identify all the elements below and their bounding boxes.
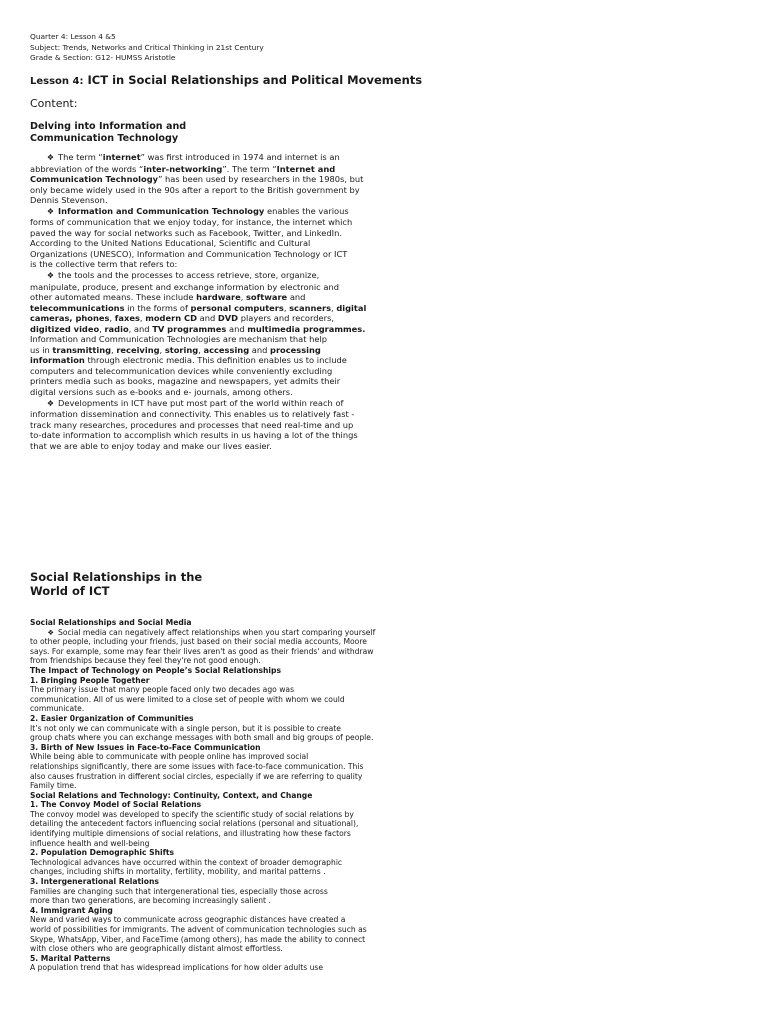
section2-heading: Social Relationships in the World of ICT [30,570,203,598]
section2-line: A population trend that has widespread implications for how older adults use [30,963,324,973]
section2-line: ❖ Social media can negatively affect relationships when you start comparing yourself [30,628,410,638]
section2-subheading: 2. Population Demographic Shifts [30,848,175,858]
diamond-bullet-icon: ❖ [46,206,54,216]
header-quarter: Quarter 4: Lesson 4 &5 [30,32,116,41]
paragraph-ict: ❖ Information and Communication Technology enables the various [30,206,402,218]
section2-line: The primary issue that many people faced only two decades ago was [30,685,295,695]
diamond-bullet-icon: ❖ [47,627,54,637]
section2-line: Families are changing such that intergenerational ties, especially those across [30,886,328,896]
section2-line: The convoy model was developed to specify the scientific study of social relations by [30,809,354,819]
section1-body: ❖ The term “internet” was first introduced in 1974 and internet is an abbreviation of the words “inter-networking”. The term “Internet and Communication Technology” has been used by researchers in the 1980s, but only became widely used in the 90s after a report to the British government by Dennis Stevenson. ❖ Information and Communication Technology enables the various forms of communication that we enjoy today, for instance, the internet which paved the way for social networks such as Facebook, Twitter, and LinkedIn. According to the United Nations Educational, Scientific and Cultural Organizations (UNESCO), Information and Communication Technology or ICT is the collective term that refers to: ❖ the tools and the processes to access retrieve, store, organize, manipulate, produce, present and exchange information by electronic and other automated means. These include hardware, software and telecommunications in the forms of personal computers, scanners, digital cameras, phones, faxes, modern CD and DVD players and recorders, digitized video, radio, and TV programmes and multimedia programmes. Information and Communication Technologies are mechanism that help us in transmitting, receiving, storing, accessing and processing information through electronic media. This definition enables us to include computers and telecommunication devices while conveniently excluding printers media such as books, magazine and newspapers, yet admits their digital versions such as e-books and e- journals, among others. ❖ Developments in ICT have put most part of the world within reach of information dissemination and connectivity. This enables us to relatively fast - track many researches, procedures and processes that need real-time and up to-date information to accomplish which results in us having a lot of the things that we are able to enjoy today and make our lives easier. [30,152,402,451]
section2-line: says. For example, some may fear their lives aren't as good as their friends' and withdraw [30,646,374,656]
section2-subheading: Social Relations and Technology: Continuity, Context, and Change [30,790,313,800]
paragraph-tools: ❖ the tools and the processes to access retrieve, store, organize, [30,270,402,282]
section2-line: Family time. [30,781,77,791]
section2-subheading: 4. Immigrant Aging [30,905,113,915]
section2-line: communicate. [30,704,85,714]
section2-subheading: 3. Intergenerational Relations [30,877,159,887]
section2-line: communication. All of us were limited to a close set of people with whom we could [30,694,345,704]
section2-subheading: Social Relationships and Social Media [30,618,192,627]
header-subject: Subject: Trends, Networks and Critical Thinking in 21st Century [30,42,264,52]
lesson-title [30,73,422,87]
section2-line: influence health and well-being [30,838,150,848]
diamond-bullet-icon: ❖ [46,271,54,281]
section2-subheading: 2. Easier 0rganization of Communities [30,713,194,723]
section2-line: world of possibilities for immigrants. The advent of communication technologies such as [30,925,367,934]
section2-line: Skype, WhatsApp, Viber, and FaceTime (among others), has made the ability to connect [30,934,366,944]
content-label: Content: [30,97,78,110]
section2-subheading: 1. The Convoy Model of Social Relations [30,800,202,810]
section2-line: relationships significantly, there are some issues with face-to-face communication. This [30,761,364,771]
header-grade: Grade & Section: G12- HUMSS Aristotle [30,53,176,62]
section2-line: more than two generations, are becoming increasingly salient . [30,896,271,906]
section2-body [30,618,410,973]
diamond-bullet-icon: ❖ [46,398,54,408]
section2-line: to other people, including your friends, just based on their social media accounts, Moore [30,637,367,647]
section2-line: New and varied ways to communicate across geographic distances have created a [30,915,346,925]
paragraph-developments: ❖ Developments in ICT have put most part of the world within reach of [30,398,402,410]
section2-line: identifying multiple dimensions of social relations, and illustrating how these factors [30,829,351,839]
section2-subheading: 3. Birth of New Issues in Face-to-Face Communication [30,742,261,752]
section2-line: It’s not only we can communicate with a single person, but it is possible to create [30,723,341,733]
section1-heading: Delving into Information and Communication Technology [30,121,187,144]
lesson-title-text: ICT in Social Relationships and Political Movements [87,73,423,87]
section2-line: Technological advances have occurred within the context of broader demographic [30,857,343,867]
section2-subheading: 1. Bringing People Together [30,675,150,685]
section2-line: also causes frustration in different social circles, especially if we are referring to quality [30,771,363,781]
section2-line: detailing the antecedent factors influencing social relations (personal and situational), [30,819,359,829]
lesson-label: Lesson 4: [30,76,84,87]
section2-line: changes, including shifts in mortality, fertility, mobility, and marital patterns . [30,867,326,877]
section2-line: While being able to communicate with people online has improved social [30,752,309,762]
section2-line: with close others who are geographically distant almost effortless. [30,944,283,954]
section2-line: group chats where you can exchange messages with both small and big groups of people. [30,733,374,743]
section2-subheading: The Impact of Technology on People’s Social Relationships [30,665,281,675]
diamond-bullet-icon: ❖ [46,153,54,162]
section2-subheading: 5. Marital Patterns [30,953,111,963]
paragraph-internet: ❖ The term “internet” was first introduced in 1974 and internet is an [30,152,402,164]
section2-line: from friendships because they feel they're not good enough. [30,656,261,666]
